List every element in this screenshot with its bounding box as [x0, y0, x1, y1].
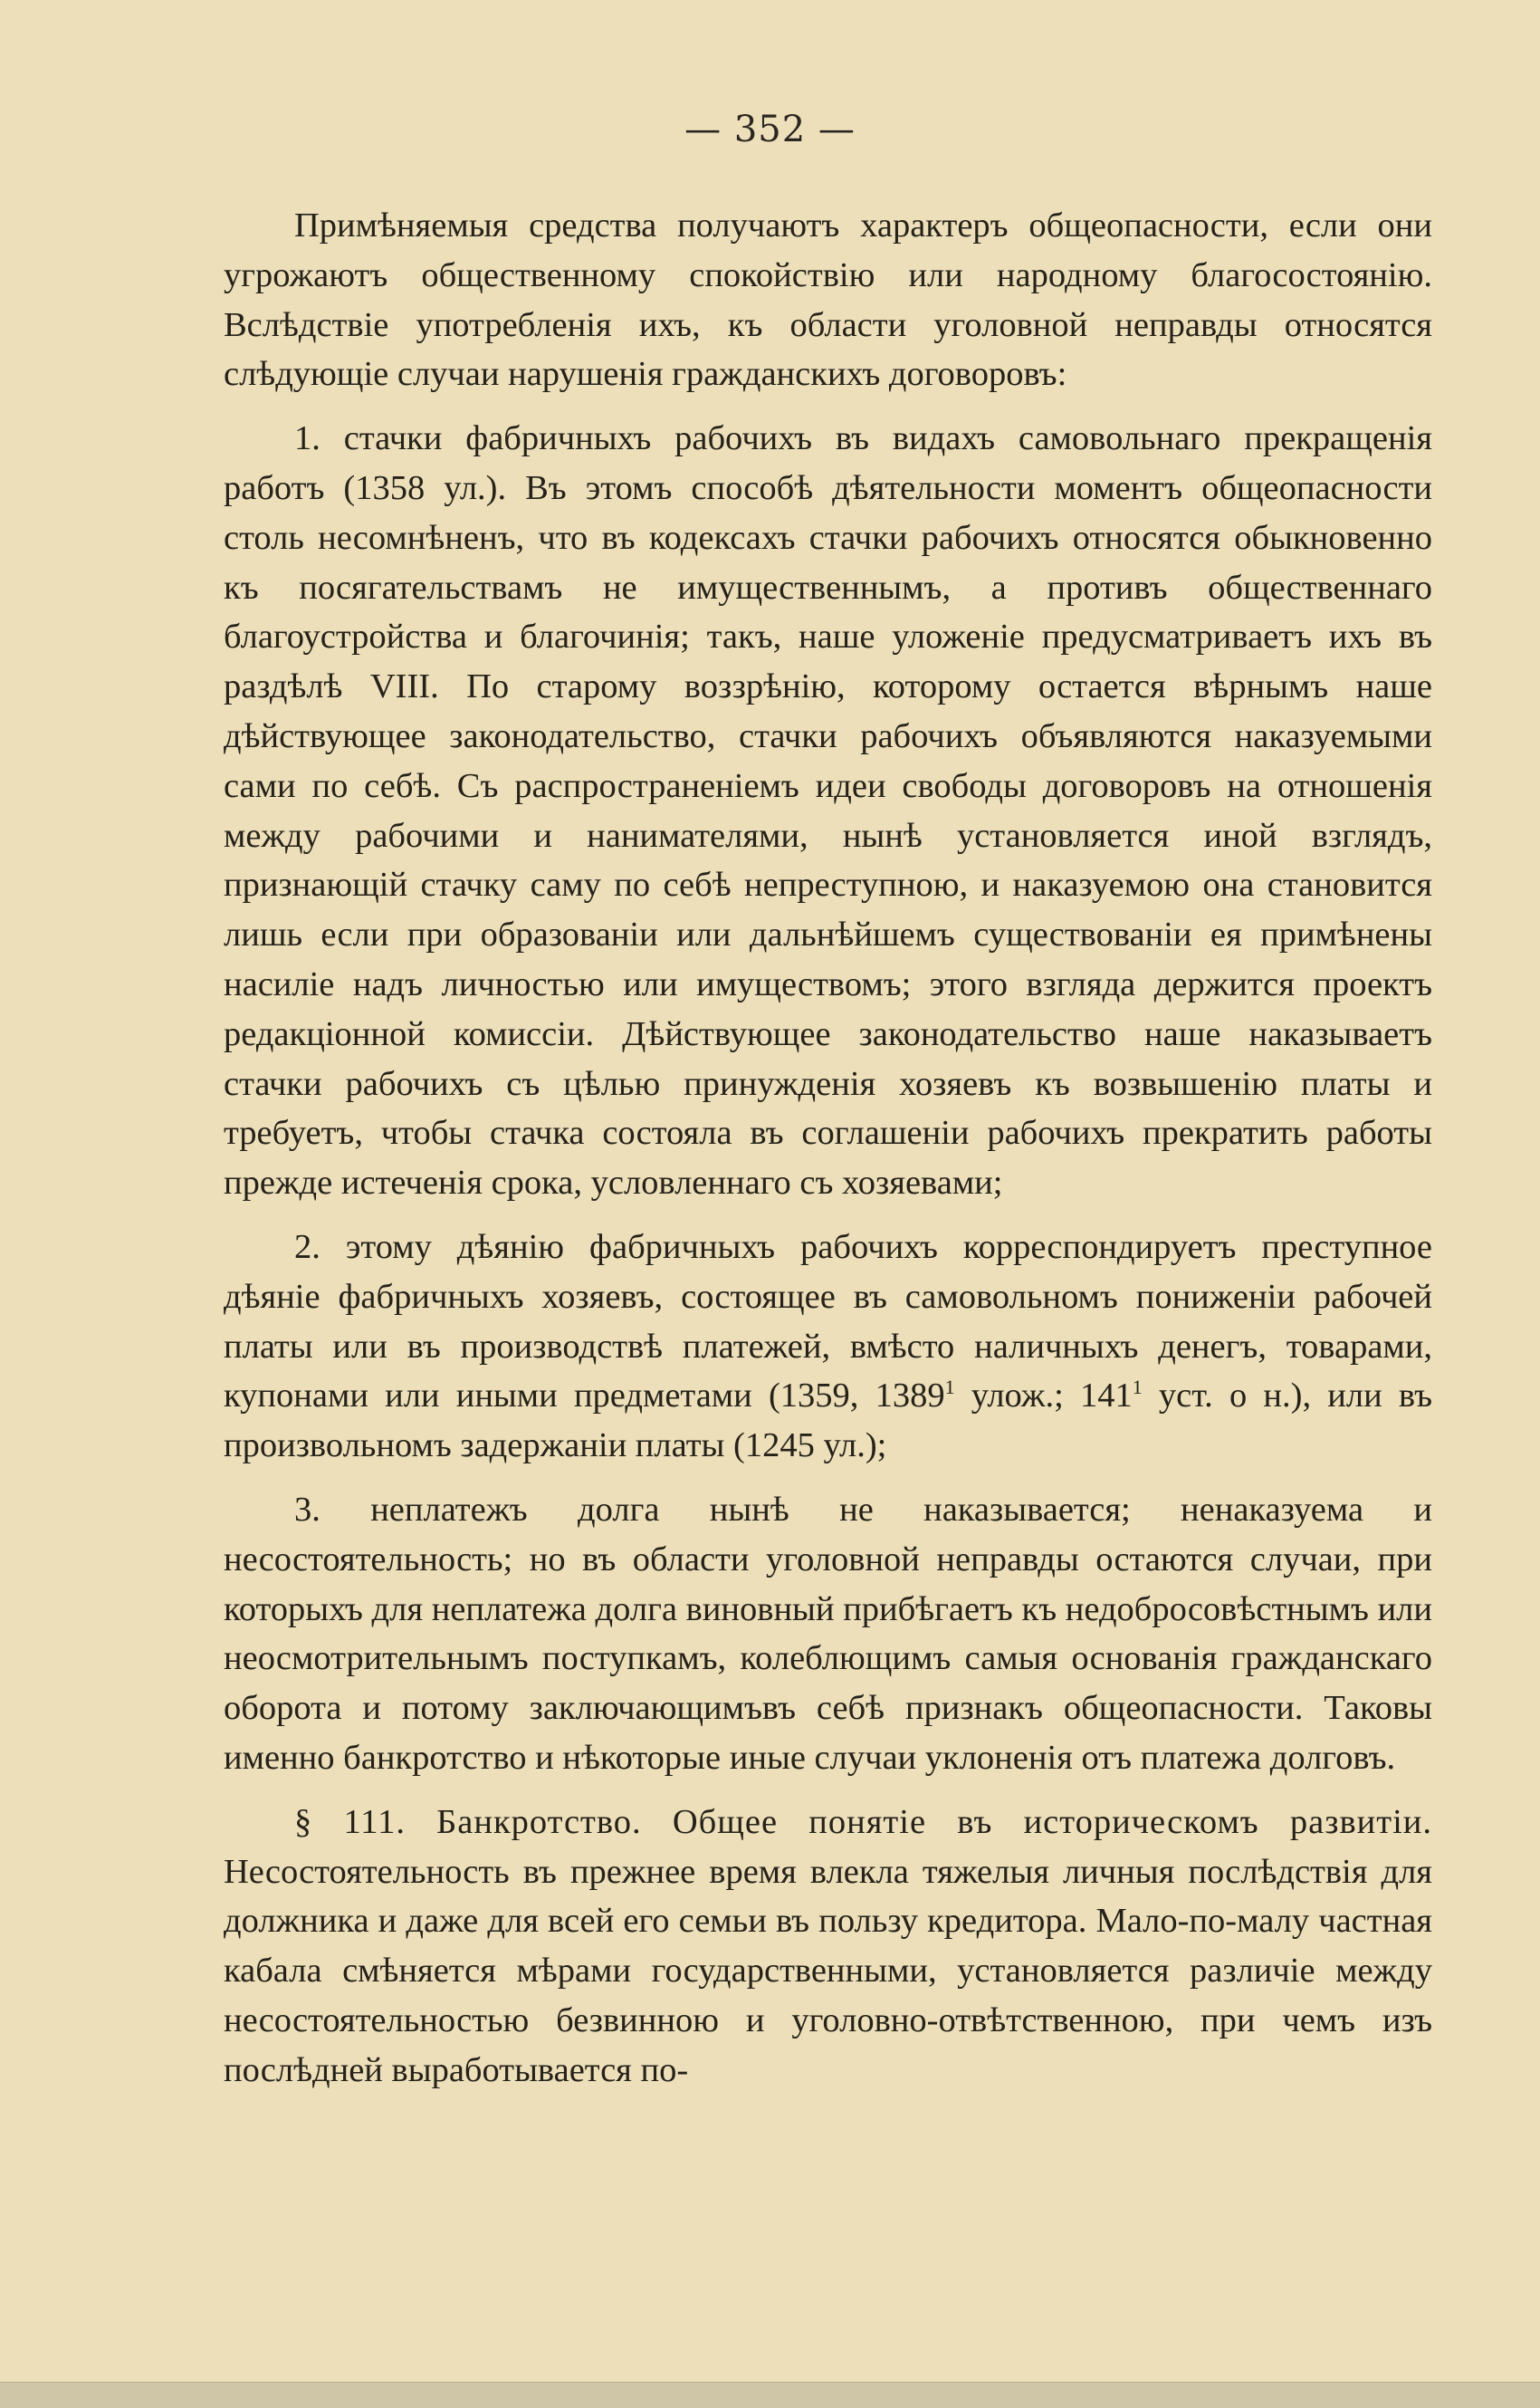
section-111-text: Несостоятельность въ прежнее время влекла тяжелыя личныя послѣдствія для должника и даже для всей его семьи въ пользу кредитора. Мало-по-малу частная кабала смѣняется мѣрами государственными, установляется различіе между несостоятельностью безвинною и уголовно-отвѣтственною, при чемъ изъ послѣдней выработывается по-: [224, 1852, 1432, 2089]
paragraph-intro: Примѣняемыя средства получаютъ характеръ общеопасности, если они угрожаютъ общественному спокойствію или народному благосостоянію. Вслѣдствіе употребленія ихъ, къ области уголовной неправды относятся слѣдующіе случаи нарушенія гражданскихъ договоровъ:: [224, 206, 1432, 394]
section-heading: § 111. Банкротство. Общее понятіе въ историческомъ развитіи.: [294, 1802, 1432, 1841]
paragraph-item-2-text-b: улож.; 141: [954, 1377, 1133, 1415]
body-text: [224, 201, 1432, 2095]
paragraph-section-111: [224, 1798, 1432, 2096]
paragraph-item-2-text-c: уст. о н.), или въ произвольномъ задержаніи платы (1245 ул.);: [224, 1377, 1432, 1465]
paragraph-item-2-text-a: 2. этому дѣянію фабричныхъ рабочихъ корреспондируетъ преступное дѣяніе фабричныхъ хозяевъ, состоящее въ самовольномъ пониженіи рабочей платы или въ производствѣ платежей, вмѣсто наличныхъ денегъ, товарами, купонами или иными предметами (1359, 1389: [224, 1227, 1432, 1415]
page-bottom-edge: [0, 2382, 1540, 2408]
paragraph-item-2-employers: [224, 1223, 1432, 1471]
paragraph-item-1-strikes: 1. стачки фабричныхъ рабочихъ въ видахъ самовольнаго прекращенія работъ (1358 ул.). Въ этомъ способѣ дѣятельности моментъ общеопасности столь несомнѣненъ, что въ кодексахъ стачки рабочихъ относятся обыкновенно къ посягательствамъ не имущественнымъ, а противъ общественнаго благоустройства и благочинія; такъ, наше уложеніе предусматриваетъ ихъ въ раздѣлѣ VIII. По старому воззрѣнію, которому остается вѣрнымъ наше дѣйствующее законодательство, стачки рабочихъ объявляются наказуемыми сами по себѣ. Съ распространеніемъ идеи свободы договоровъ на отношенія между рабочими и нанимателями, нынѣ установляется иной взглядъ, признающій стачку саму по себѣ непреступною, и наказуемою она становится лишь если при образованіи или дальнѣйшемъ существованіи ея примѣнены насиліе надъ личностью или имуществомъ; этого взгляда держится проектъ редакціонной комиссіи. Дѣйствующее законодательство наше наказываетъ стачки рабочихъ съ цѣлью принужденія хозяевъ къ возвышенію платы и требуетъ, чтобы стачка состояла въ соглашеніи рабочихъ прекратить работы прежде истеченія срока, условленнаго съ хозяевами;: [224, 419, 1432, 1203]
footnote-superscript: 1: [944, 1376, 955, 1399]
page-number: — 352 —: [684, 109, 856, 150]
paragraph-item-3-debt: 3. неплатежъ долга нынѣ не наказывается; ненаказуема и несостоятельность; но въ области уголовной неправды остаются случаи, при которыхъ для неплатежа долга виновный прибѣгаетъ къ недобросовѣстнымъ или неосмотрительнымъ поступкамъ, колеблющимъ самыя основанія гражданскаго оборота и потому заключающимъвъ себѣ признакъ общеопасности. Таковы именно банкротство и нѣкоторые иные случаи уклоненія отъ платежа долговъ.: [224, 1490, 1432, 1777]
footnote-superscript: 1: [1132, 1376, 1143, 1399]
